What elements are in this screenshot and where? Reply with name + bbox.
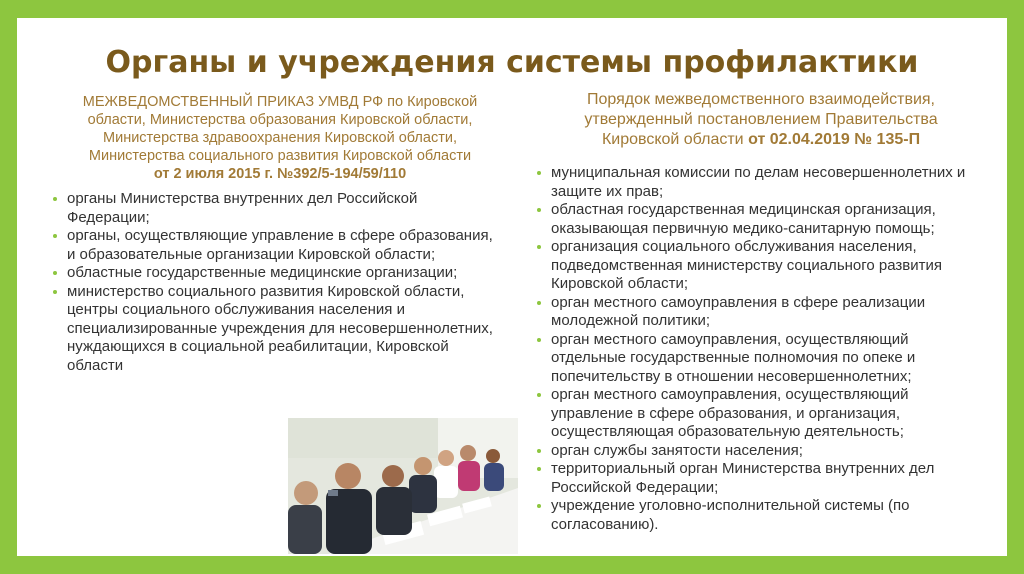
right-heading-line: Порядок межведомственного взаимодействия, bbox=[586, 91, 935, 108]
list-item: органы, осуществляющие управление в сфере образования, и образовательные организации Кировской области; bbox=[53, 227, 493, 264]
list-item: министерство социального развития Кировской области, центры социального обслуживания населения и специализированные учреждения для несовершеннолетних, нуждающихся в социальной реабилитации, Кировской области bbox=[53, 283, 493, 376]
left-list bbox=[53, 190, 493, 375]
right-column-heading bbox=[525, 90, 997, 150]
right-list bbox=[537, 164, 977, 534]
right-heading-region: Кировской области bbox=[601, 131, 744, 148]
list-item: орган местного самоуправления, осуществляющий отдельные государственные полномочия по опеке и попечительству в отношении несовершеннолетних; bbox=[537, 331, 977, 387]
right-heading-line: утвержденный постановлением Правительства bbox=[584, 111, 938, 128]
left-heading-date: от 2 июля 2015 г. №392/5-194/59/110 bbox=[153, 166, 407, 182]
right-heading-date: от 02.04.2019 № 135-П bbox=[748, 131, 921, 148]
left-heading-line: области, Министерства образования Кировской области, bbox=[87, 112, 473, 128]
list-item: областные государственные медицинские организации; bbox=[53, 264, 493, 283]
list-item: орган местного самоуправления, осуществляющий управление в сфере образования, и организация, осуществляющая образовательную деятельность; bbox=[537, 386, 977, 442]
left-heading-line: МЕЖВЕДОМСТВЕННЫЙ ПРИКАЗ УМВД РФ по Кировской bbox=[82, 94, 478, 110]
list-item: областная государственная медицинская организация, оказывающая первичную медико-санитарную помощь; bbox=[537, 201, 977, 238]
right-heading-line-3 bbox=[525, 130, 997, 150]
list-item: территориальный орган Министерства внутренних дел Российской Федерации; bbox=[537, 460, 977, 497]
left-heading-line: Министерства социального развития Кировской области bbox=[88, 148, 472, 164]
list-item: орган местного самоуправления в сфере реализации молодежной политики; bbox=[537, 294, 977, 331]
left-heading-line: Министерства здравоохранения Кировской области, bbox=[103, 130, 457, 146]
list-item: организация социального обслуживания населения, подведомственная министерству социального развития Кировской области; bbox=[537, 238, 977, 294]
meeting-photo-illustration bbox=[288, 418, 518, 554]
list-item: орган службы занятости населения; bbox=[537, 442, 977, 461]
list-item: муниципальная комиссии по делам несовершеннолетних и защите их прав; bbox=[537, 164, 977, 201]
slide-title: Органы и учреждения системы профилактики bbox=[105, 45, 919, 80]
left-column-heading bbox=[50, 93, 510, 183]
list-item: учреждение уголовно-исполнительной системы (по согласованию). bbox=[537, 497, 977, 534]
meeting-photo bbox=[288, 418, 518, 554]
list-item: органы Министерства внутренних дел Российской Федерации; bbox=[53, 190, 493, 227]
slide bbox=[17, 18, 1007, 556]
